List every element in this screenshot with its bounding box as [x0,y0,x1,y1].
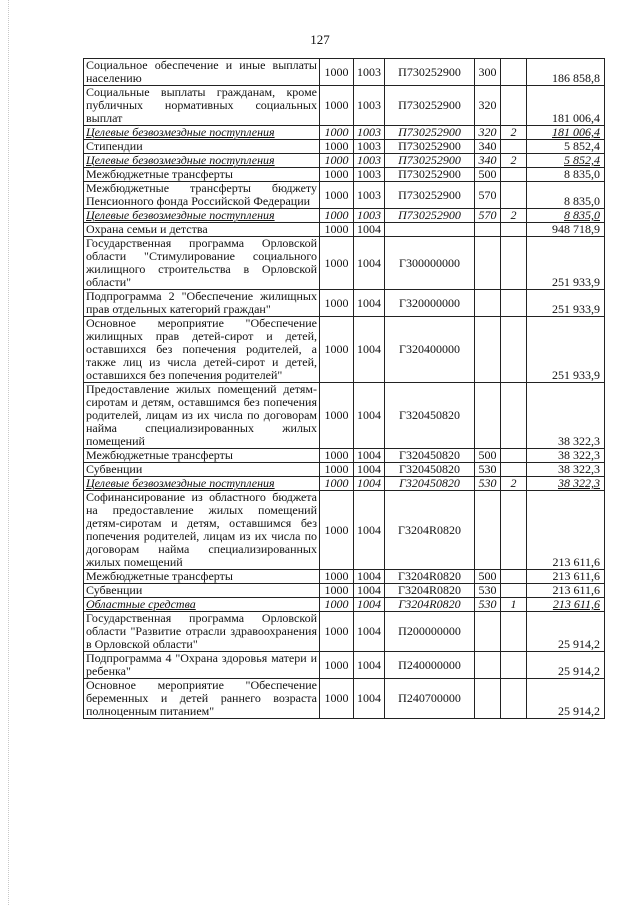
cell-section: 1000 [320,317,354,383]
cell-name: Государственная программа Орловской области "Развитие отрасли здравоохранения в Орловской области" [84,612,320,652]
cell-funding-source [501,317,527,383]
cell-expense-type: 340 [475,140,501,154]
cell-subsection: 1003 [354,209,385,223]
cell-amount: 251 933,9 [527,290,605,317]
binding-margin-line [8,0,9,905]
cell-target-item: П730252900 [385,59,475,86]
cell-name: Предоставление жилых помещений детям-сиротам и детям, оставшимся без попечения родителей, лицам из их числа по договорам найма специализированных жилых помещений [84,383,320,449]
cell-section: 1000 [320,86,354,126]
cell-funding-source [501,612,527,652]
cell-section: 1000 [320,584,354,598]
cell-name: Софинансирование из областного бюджета на предоставление жилых помещений детям-сиротам и детям, оставшимся без попечения родителей, лицам из их числа по договорам найма специализированных жилых помещений [84,491,320,570]
cell-subsection: 1004 [354,223,385,237]
cell-section: 1000 [320,168,354,182]
cell-subsection: 1004 [354,290,385,317]
cell-section: 1000 [320,182,354,209]
cell-section: 1000 [320,237,354,290]
table-row [84,463,605,477]
cell-expense-type [475,612,501,652]
cell-amount: 213 611,6 [527,570,605,584]
cell-funding-source: 2 [501,209,527,223]
table-row [84,491,605,570]
table-row [84,237,605,290]
cell-subsection: 1004 [354,679,385,719]
cell-subsection: 1004 [354,237,385,290]
table-row [84,383,605,449]
cell-subsection: 1004 [354,652,385,679]
cell-section: 1000 [320,652,354,679]
cell-expense-type [475,652,501,679]
cell-section: 1000 [320,570,354,584]
cell-name: Социальное обеспечение и иные выплаты населению [84,59,320,86]
cell-subsection: 1004 [354,477,385,491]
cell-expense-type: 500 [475,168,501,182]
cell-expense-type [475,679,501,719]
cell-target-item: П730252900 [385,126,475,140]
cell-expense-type: 500 [475,449,501,463]
cell-funding-source [501,290,527,317]
cell-section: 1000 [320,209,354,223]
cell-target-item: П730252900 [385,209,475,223]
cell-name: Основное мероприятие "Обеспечение жилищных прав детей-сирот и детей, оставшихся без попечения родителей, а также лиц из числа детей-сирот и детей, оставшихся без попечения родителей" [84,317,320,383]
cell-subsection: 1004 [354,612,385,652]
cell-name: Подпрограмма 2 "Обеспечение жилищных прав отдельных категорий граждан" [84,290,320,317]
cell-expense-type: 320 [475,126,501,140]
cell-name: Межбюджетные трансферты [84,449,320,463]
table-row [84,223,605,237]
cell-name: Социальные выплаты гражданам, кроме публичных нормативных социальных выплат [84,86,320,126]
table-row [84,182,605,209]
table-row [84,477,605,491]
cell-amount: 8 835,0 [527,168,605,182]
cell-expense-type: 530 [475,598,501,612]
cell-name: Субвенции [84,584,320,598]
cell-section: 1000 [320,679,354,719]
cell-target-item: Г320000000 [385,290,475,317]
table-row [84,317,605,383]
cell-amount: 38 322,3 [527,449,605,463]
cell-funding-source [501,491,527,570]
cell-expense-type: 300 [475,59,501,86]
cell-section: 1000 [320,140,354,154]
cell-subsection: 1004 [354,570,385,584]
table-row [84,209,605,223]
cell-name: Областные средства [84,598,320,612]
cell-subsection: 1004 [354,383,385,449]
cell-funding-source [501,449,527,463]
cell-subsection: 1003 [354,168,385,182]
cell-funding-source [501,570,527,584]
cell-target-item: П730252900 [385,140,475,154]
cell-amount: 181 006,4 [527,126,605,140]
cell-expense-type [475,317,501,383]
cell-amount: 251 933,9 [527,317,605,383]
cell-subsection: 1004 [354,463,385,477]
cell-section: 1000 [320,449,354,463]
cell-funding-source [501,182,527,209]
cell-target-item: П730252900 [385,154,475,168]
cell-target-item: П240700000 [385,679,475,719]
cell-section: 1000 [320,491,354,570]
cell-name: Государственная программа Орловской области "Стимулирование социального жилищного строительства в Орловской области" [84,237,320,290]
cell-name: Стипендии [84,140,320,154]
cell-target-item: Г320450820 [385,477,475,491]
table-row [84,570,605,584]
cell-subsection: 1003 [354,86,385,126]
cell-expense-type: 530 [475,463,501,477]
cell-amount: 38 322,3 [527,383,605,449]
cell-funding-source [501,584,527,598]
cell-section: 1000 [320,612,354,652]
cell-funding-source: 2 [501,154,527,168]
cell-funding-source [501,59,527,86]
cell-expense-type: 570 [475,182,501,209]
table-row [84,612,605,652]
cell-section: 1000 [320,290,354,317]
cell-target-item: П730252900 [385,168,475,182]
cell-amount: 25 914,2 [527,612,605,652]
cell-funding-source [501,140,527,154]
cell-amount: 25 914,2 [527,679,605,719]
cell-funding-source [501,168,527,182]
table-row [84,126,605,140]
cell-amount: 213 611,6 [527,491,605,570]
cell-target-item: Г320400000 [385,317,475,383]
table-row [84,290,605,317]
cell-funding-source [501,223,527,237]
cell-funding-source [501,463,527,477]
table-row [84,86,605,126]
cell-subsection: 1004 [354,317,385,383]
cell-name: Межбюджетные трансферты [84,570,320,584]
cell-section: 1000 [320,154,354,168]
cell-section: 1000 [320,598,354,612]
cell-expense-type: 570 [475,209,501,223]
cell-expense-type: 340 [475,154,501,168]
cell-target-item: Г3204R0820 [385,491,475,570]
cell-target-item: Г3204R0820 [385,584,475,598]
cell-funding-source: 2 [501,477,527,491]
cell-section: 1000 [320,126,354,140]
cell-expense-type [475,223,501,237]
cell-name: Межбюджетные трансферты [84,168,320,182]
cell-target-item: П240000000 [385,652,475,679]
table-row [84,679,605,719]
cell-amount: 213 611,6 [527,598,605,612]
cell-name: Межбюджетные трансферты бюджету Пенсионного фонда Российской Федерации [84,182,320,209]
cell-funding-source [501,86,527,126]
cell-funding-source: 1 [501,598,527,612]
cell-section: 1000 [320,383,354,449]
budget-table-body [84,59,605,719]
table-row [84,140,605,154]
cell-name: Охрана семьи и детства [84,223,320,237]
cell-expense-type [475,237,501,290]
cell-target-item: Г320450820 [385,383,475,449]
cell-target-item [385,223,475,237]
cell-subsection: 1003 [354,182,385,209]
cell-funding-source [501,679,527,719]
cell-amount: 251 933,9 [527,237,605,290]
cell-amount: 5 852,4 [527,154,605,168]
cell-target-item: Г320450820 [385,463,475,477]
cell-name: Подпрограмма 4 "Охрана здоровья матери и ребенка" [84,652,320,679]
cell-name: Целевые безвозмездные поступления [84,126,320,140]
cell-amount: 38 322,3 [527,463,605,477]
cell-amount: 181 006,4 [527,86,605,126]
cell-expense-type: 320 [475,86,501,126]
cell-target-item: П730252900 [385,86,475,126]
cell-name: Целевые безвозмездные поступления [84,477,320,491]
cell-expense-type [475,491,501,570]
cell-expense-type [475,383,501,449]
budget-table [83,58,605,719]
cell-subsection: 1004 [354,584,385,598]
cell-funding-source: 2 [501,126,527,140]
cell-name: Целевые безвозмездные поступления [84,154,320,168]
cell-amount: 8 835,0 [527,182,605,209]
cell-amount: 8 835,0 [527,209,605,223]
cell-amount: 186 858,8 [527,59,605,86]
table-row [84,168,605,182]
table-row [84,59,605,86]
cell-amount: 5 852,4 [527,140,605,154]
table-row [84,598,605,612]
cell-section: 1000 [320,477,354,491]
cell-section: 1000 [320,59,354,86]
cell-amount: 213 611,6 [527,584,605,598]
cell-subsection: 1004 [354,449,385,463]
cell-expense-type [475,290,501,317]
cell-name: Субвенции [84,463,320,477]
cell-subsection: 1003 [354,154,385,168]
cell-target-item: П730252900 [385,182,475,209]
cell-subsection: 1004 [354,491,385,570]
table-row [84,584,605,598]
cell-name: Основное мероприятие "Обеспечение беременных и детей раннего возраста полноценным питанием" [84,679,320,719]
cell-funding-source [501,383,527,449]
table-row [84,449,605,463]
cell-subsection: 1003 [354,140,385,154]
cell-target-item: Г3204R0820 [385,598,475,612]
cell-target-item: Г3204R0820 [385,570,475,584]
cell-target-item: П200000000 [385,612,475,652]
cell-target-item: Г320450820 [385,449,475,463]
page-number: 127 [310,32,330,47]
cell-section: 1000 [320,223,354,237]
cell-amount: 948 718,9 [527,223,605,237]
cell-target-item: Г300000000 [385,237,475,290]
table-row [84,154,605,168]
cell-subsection: 1003 [354,126,385,140]
cell-expense-type: 530 [475,477,501,491]
cell-amount: 25 914,2 [527,652,605,679]
table-row [84,652,605,679]
cell-funding-source [501,237,527,290]
cell-subsection: 1003 [354,59,385,86]
cell-name: Целевые безвозмездные поступления [84,209,320,223]
cell-section: 1000 [320,463,354,477]
cell-expense-type: 530 [475,584,501,598]
cell-funding-source [501,652,527,679]
cell-subsection: 1004 [354,598,385,612]
cell-amount: 38 322,3 [527,477,605,491]
cell-expense-type: 500 [475,570,501,584]
